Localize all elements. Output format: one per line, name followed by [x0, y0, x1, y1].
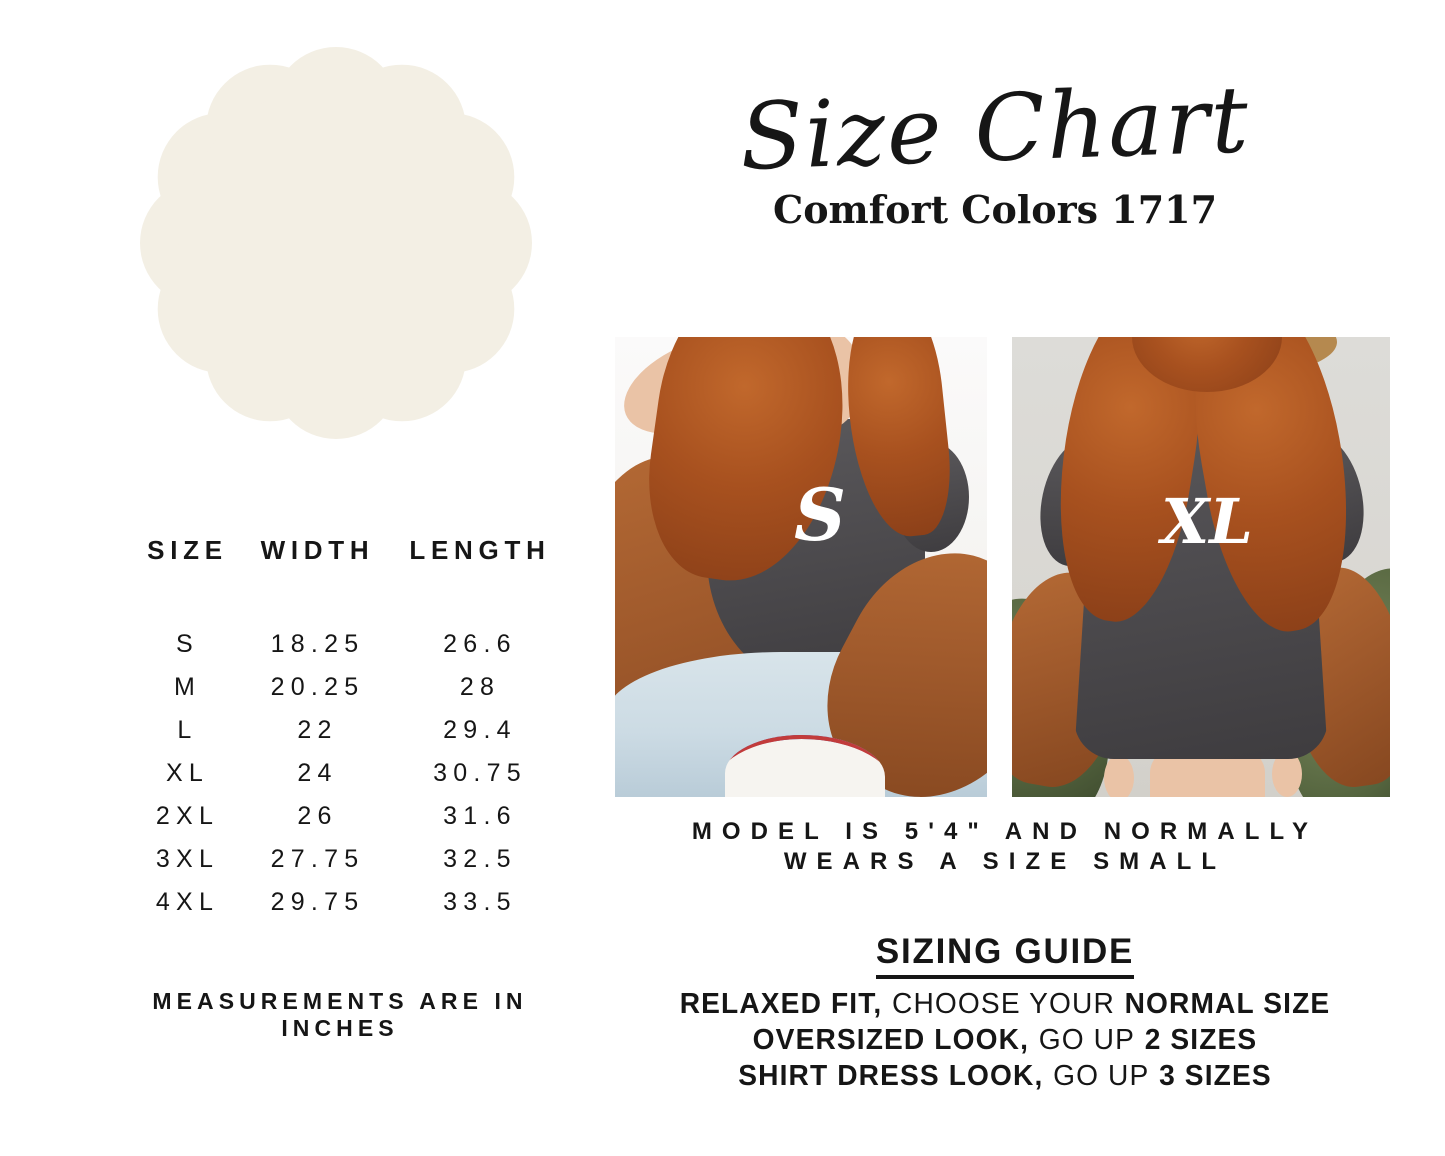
measurements-note: MEASUREMENTS ARE IN INCHES	[152, 988, 528, 1041]
length-cell: 28	[459, 673, 501, 701]
sizing-guide-line	[632, 1058, 1379, 1094]
length-cell: 32.5	[443, 845, 517, 873]
size-table	[140, 535, 560, 924]
page-title: Size Chart	[738, 66, 1252, 191]
table-row	[140, 666, 560, 709]
tee-size-label-s: S	[794, 472, 846, 557]
col-header-length: LENGTH	[409, 535, 551, 565]
table-row	[140, 838, 560, 881]
scalloped-blob-shape	[136, 43, 536, 443]
caption-line: MODEL IS 5'4" AND NORMALLY	[691, 818, 1319, 845]
width-cell: 24	[297, 759, 338, 787]
length-cell: 33.5	[443, 888, 517, 916]
size-cell: 2XL	[155, 802, 220, 830]
table-row	[140, 752, 560, 795]
size-table-body	[140, 623, 560, 924]
model-photo-size-xl	[1012, 337, 1390, 797]
model-photo-size-s	[615, 337, 987, 797]
table-row	[140, 709, 560, 752]
guide-bold-text: SHIRT DRESS LOOK,	[738, 1060, 1044, 1092]
size-cell: L	[177, 716, 198, 744]
sizing-guide-heading-wrap	[620, 932, 1390, 979]
sizing-guide-line	[632, 986, 1379, 1022]
page-subtitle: Comfort Colors 1717	[772, 187, 1218, 233]
size-cell: S	[176, 630, 199, 658]
guide-bold-text: OVERSIZED LOOK,	[752, 1024, 1030, 1056]
hand-shape	[1104, 755, 1134, 797]
size-table-header	[140, 535, 560, 566]
size-cell: XL	[165, 759, 210, 787]
guide-bold-text: 2 SIZES	[1144, 1024, 1258, 1056]
length-cell: 29.4	[443, 716, 517, 744]
guide-regular-text: GO UP	[1053, 1060, 1150, 1092]
title-block	[640, 66, 1350, 233]
guide-bold-text: 3 SIZES	[1159, 1060, 1272, 1092]
guide-regular-text: CHOOSE YOUR	[892, 988, 1115, 1020]
length-cell: 30.75	[433, 759, 527, 787]
length-cell: 26.6	[443, 630, 517, 658]
guide-bold-text: NORMAL SIZE	[1124, 988, 1331, 1020]
col-header-width: WIDTH	[260, 535, 375, 565]
length-cell: 31.6	[443, 802, 517, 830]
size-cell: 4XL	[155, 888, 220, 916]
sizing-guide	[620, 986, 1390, 1094]
width-cell: 26	[297, 802, 338, 830]
table-row	[140, 623, 560, 666]
width-cell: 27.75	[270, 845, 365, 873]
width-cell: 18.25	[270, 630, 365, 658]
width-cell: 20.25	[270, 673, 365, 701]
sizing-guide-line	[632, 1022, 1379, 1058]
guide-bold-text: RELAXED FIT,	[679, 988, 883, 1020]
col-header-size: SIZE	[147, 535, 228, 565]
tee-size-label-xl: XL	[1161, 485, 1253, 558]
sizing-guide-heading: SIZING GUIDE	[876, 932, 1134, 979]
size-cell: M	[173, 673, 202, 701]
width-cell: 29.75	[270, 888, 365, 916]
guide-regular-text: GO UP	[1038, 1024, 1135, 1056]
caption-line: WEARS A SIZE SMALL	[783, 848, 1227, 875]
width-cell: 22	[297, 716, 338, 744]
size-cell: 3XL	[155, 845, 220, 873]
model-caption	[620, 817, 1390, 877]
table-row	[140, 881, 560, 924]
table-row	[140, 795, 560, 838]
